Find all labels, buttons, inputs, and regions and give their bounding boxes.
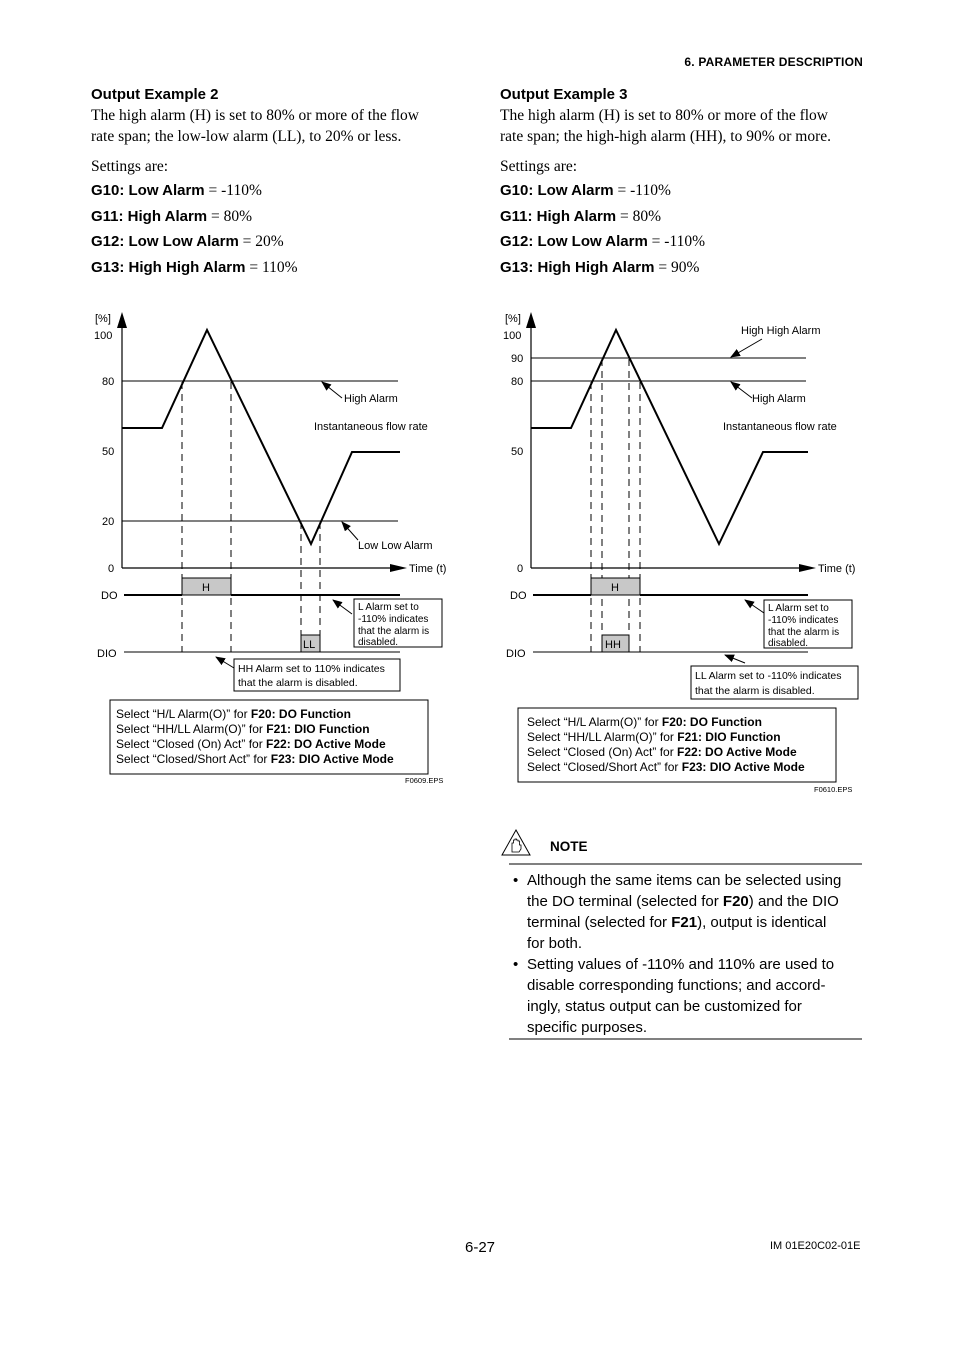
l-alarm-note: L Alarm set to bbox=[358, 602, 419, 613]
l-alarm-note: disabled. bbox=[768, 638, 809, 649]
y-unit-label: [%] bbox=[505, 313, 521, 325]
setting-g11: G11: High Alarm = 80% bbox=[91, 207, 253, 225]
figure-file-id: F0610.EPS bbox=[814, 785, 853, 794]
example2-title: Output Example 2 bbox=[91, 86, 219, 103]
y-unit-label: [%] bbox=[95, 313, 111, 325]
y-tick-100: 100 bbox=[503, 330, 522, 342]
hh-alarm-note: that the alarm is disabled. bbox=[238, 677, 358, 689]
selection-line: Select “Closed (On) Act” for F22: DO Active Mode bbox=[527, 745, 797, 759]
low-low-alarm-pointer bbox=[342, 522, 358, 540]
figure-example3 bbox=[503, 312, 858, 794]
x-axis-arrow bbox=[799, 564, 816, 572]
high-high-alarm-pointer bbox=[731, 339, 762, 357]
dio-label: DIO bbox=[506, 648, 526, 660]
y-tick-0: 0 bbox=[108, 563, 115, 575]
do-pulse-label: H bbox=[611, 582, 619, 594]
do-label: DO bbox=[101, 590, 118, 602]
note-list bbox=[509, 870, 879, 1038]
high-alarm-pointer bbox=[322, 382, 342, 398]
setting-g10: G10: Low Alarm = -110% bbox=[500, 182, 671, 199]
note-item: • Setting values of -110% and 110% are used to disable corresponding functions; and accord- ingly, status output can be customized for specific purposes. bbox=[513, 956, 835, 1036]
flow-rate-label: Instantaneous flow rate bbox=[314, 421, 428, 433]
do-label: DO bbox=[510, 590, 527, 602]
setting-g12: G12: Low Low Alarm = 20% bbox=[91, 233, 284, 250]
flow-rate-label: Instantaneous flow rate bbox=[723, 421, 837, 433]
setting-g11: G11: High Alarm = 80% bbox=[500, 207, 662, 225]
selection-line: Select “Closed (On) Act” for F22: DO Active Mode bbox=[116, 737, 386, 751]
low-low-alarm-label: Low Low Alarm bbox=[358, 540, 433, 552]
y-tick-50: 50 bbox=[102, 446, 115, 458]
high-alarm-label: High Alarm bbox=[752, 393, 806, 405]
y-tick-20: 20 bbox=[102, 516, 115, 528]
l-alarm-pointer bbox=[745, 600, 764, 613]
note-title: NOTE bbox=[550, 839, 588, 854]
page-number: 6-27 bbox=[465, 1239, 496, 1256]
selection-line: Select “Closed/Short Act” for F23: DIO Active Mode bbox=[527, 760, 805, 774]
x-axis-label: Time (t) bbox=[818, 563, 856, 575]
l-alarm-note: -110% indicates bbox=[358, 614, 429, 625]
y-tick-80: 80 bbox=[102, 376, 115, 388]
y-tick-90: 90 bbox=[511, 353, 524, 365]
example3-settings-intro: Settings are: bbox=[500, 158, 578, 175]
do-pulse-label: H bbox=[202, 582, 210, 594]
hh-alarm-pointer bbox=[216, 657, 234, 668]
y-tick-0: 0 bbox=[517, 563, 524, 575]
high-alarm-label: High Alarm bbox=[344, 393, 398, 405]
high-alarm-pointer bbox=[731, 382, 752, 398]
selection-line: Select “HH/LL Alarm(O)” for F21: DIO Function bbox=[116, 722, 370, 736]
example2-description: The high alarm (H) is set to 80% or more of the flow rate span; the low-low alarm (LL), to 20% or less. bbox=[91, 107, 419, 145]
selection-line: Select “Closed/Short Act” for F23: DIO Active Mode bbox=[116, 752, 394, 766]
y-tick-100: 100 bbox=[94, 330, 113, 342]
flow-rate-line bbox=[122, 330, 400, 544]
ll-alarm-note: LL Alarm set to -110% indicates bbox=[695, 670, 842, 682]
ll-alarm-pointer bbox=[725, 655, 745, 663]
high-high-alarm-label: High High Alarm bbox=[741, 325, 821, 337]
y-axis-arrow bbox=[117, 312, 127, 328]
x-axis-label: Time (t) bbox=[409, 563, 447, 575]
l-alarm-note: that the alarm is bbox=[358, 626, 430, 637]
y-axis-arrow bbox=[526, 312, 536, 328]
example3-title: Output Example 3 bbox=[500, 86, 628, 103]
figure-file-id: F0609.EPS bbox=[405, 776, 444, 785]
dio-label: DIO bbox=[97, 648, 117, 660]
example3-description: The high alarm (H) is set to 80% or more of the flow rate span; the high-high alarm (HH), to 90% or more. bbox=[500, 107, 832, 145]
hh-alarm-note: HH Alarm set to 110% indicates bbox=[238, 663, 385, 675]
selection-line: Select “HH/LL Alarm(O)” for F21: DIO Function bbox=[527, 730, 781, 744]
dio-pulse-label: LL bbox=[303, 639, 316, 651]
hand-caution-icon bbox=[502, 830, 530, 855]
setting-g13: G13: High High Alarm = 110% bbox=[91, 258, 298, 276]
x-axis-arrow bbox=[390, 564, 407, 572]
y-tick-50: 50 bbox=[511, 446, 524, 458]
setting-g13: G13: High High Alarm = 90% bbox=[500, 258, 700, 276]
l-alarm-note: L Alarm set to bbox=[768, 603, 829, 614]
document-id: IM 01E20C02-01E bbox=[770, 1240, 861, 1252]
l-alarm-note: that the alarm is bbox=[768, 627, 840, 638]
ll-alarm-note: that the alarm is disabled. bbox=[695, 685, 815, 697]
note-item: • Although the same items can be selected using the DO terminal (selected for F20) and the DIO terminal (selected for F21), output is identical for both. bbox=[513, 872, 842, 952]
y-tick-80: 80 bbox=[511, 376, 524, 388]
selection-line: Select “H/L Alarm(O)” for F20: DO Function bbox=[527, 715, 762, 729]
selection-line: Select “H/L Alarm(O)” for F20: DO Function bbox=[116, 707, 351, 721]
l-alarm-note: disabled. bbox=[358, 637, 399, 648]
dio-pulse-label: HH bbox=[605, 639, 621, 651]
setting-g12: G12: Low Low Alarm = -110% bbox=[500, 233, 706, 250]
setting-g10: G10: Low Alarm = -110% bbox=[91, 182, 262, 199]
section-header: 6. PARAMETER DESCRIPTION bbox=[684, 55, 863, 69]
l-alarm-pointer bbox=[333, 600, 352, 614]
l-alarm-note: -110% indicates bbox=[768, 615, 839, 626]
example2-settings-intro: Settings are: bbox=[91, 158, 169, 175]
flow-rate-line bbox=[531, 330, 808, 544]
